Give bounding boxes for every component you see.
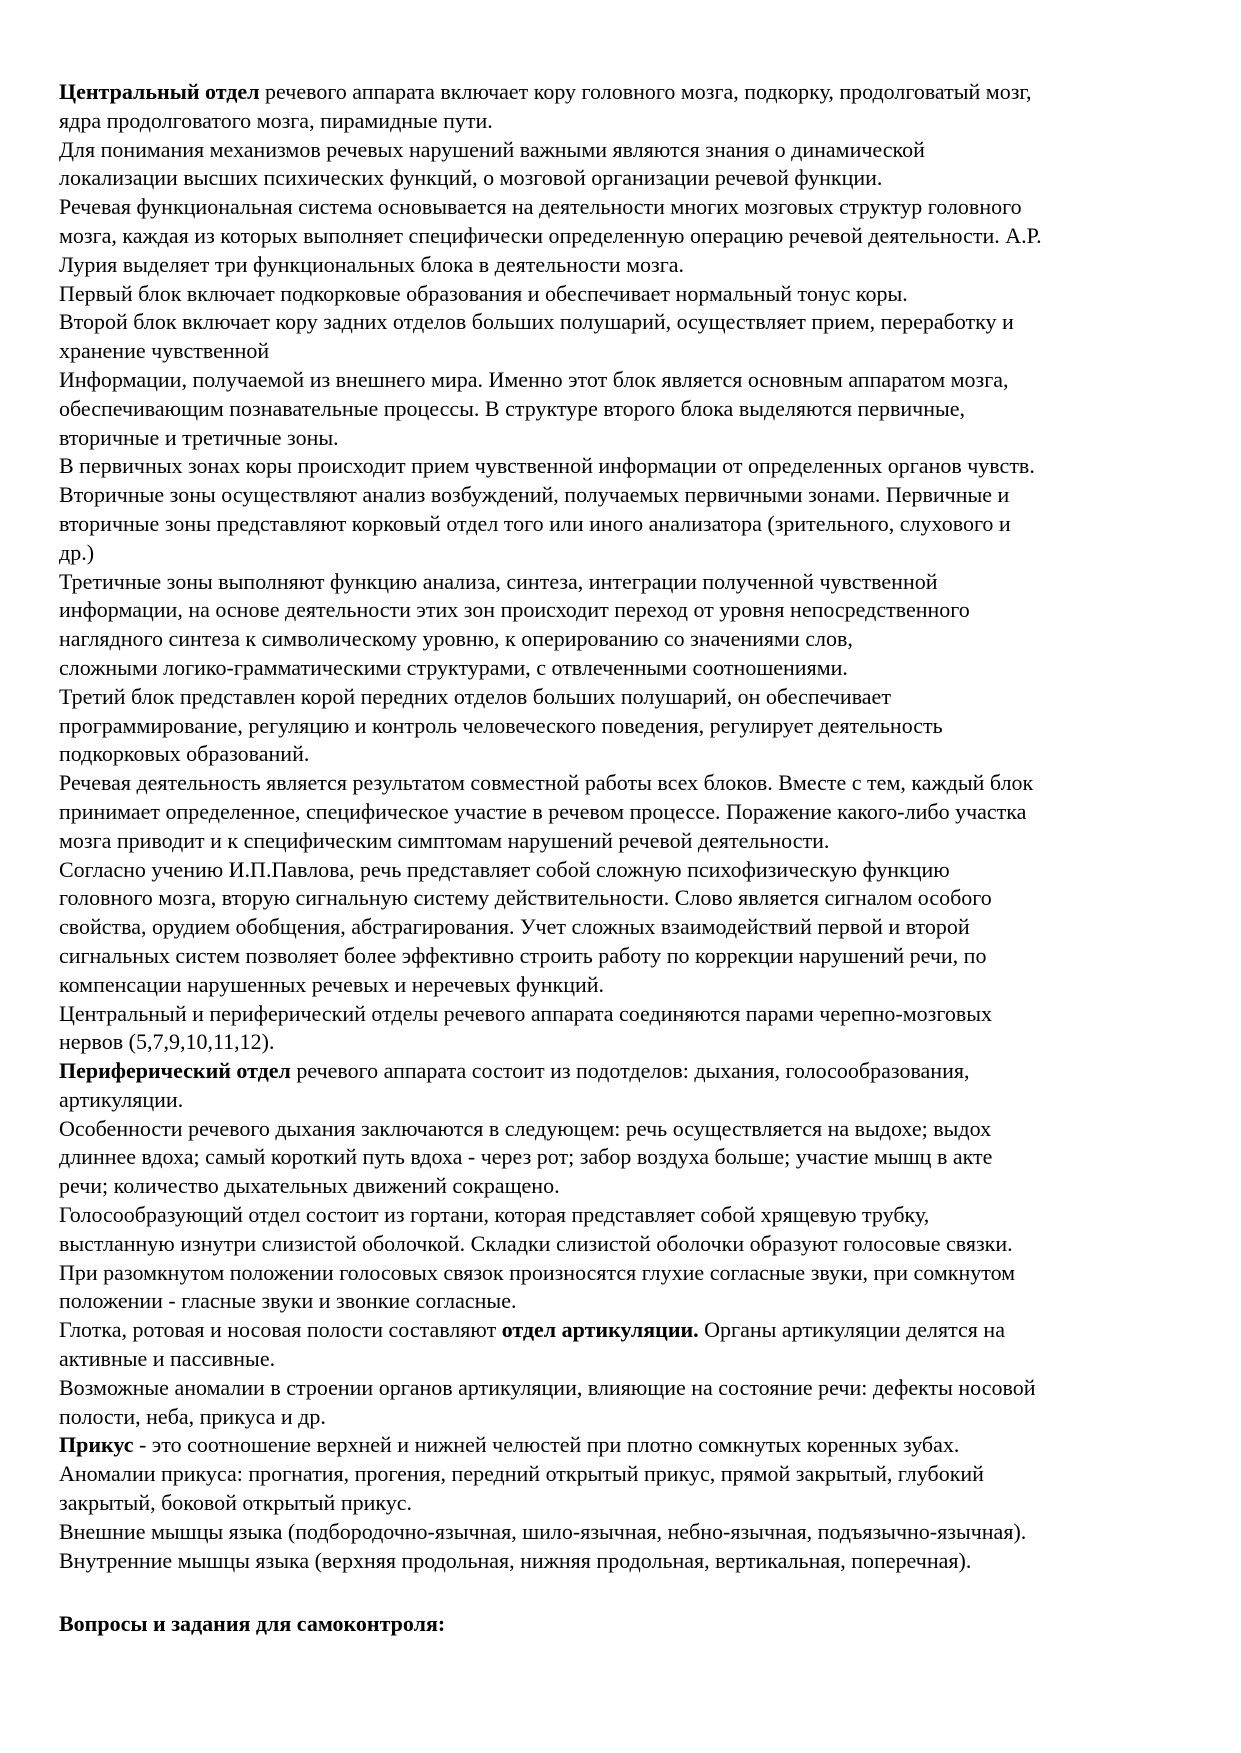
text-line [59, 1000, 1199, 1029]
text-line [59, 1028, 1199, 1057]
text-run: головного мозга, вторую сигнальную систему действительности. Слово является сигналом особого [59, 885, 992, 911]
text-line [59, 827, 1199, 856]
text-run: Центральный и периферический отделы речевого аппарата соединяются парами черепно-мозговых [59, 1000, 993, 1026]
text-run: артикуляции. [59, 1086, 184, 1112]
text-run: Лурия выделяет три функциональных блока в деятельности мозга. [59, 251, 685, 277]
self-check-heading: Вопросы и задания для самоконтроля: [59, 1611, 446, 1637]
text-line [59, 107, 1199, 136]
text-run: мозга, каждая из которых выполняет специфически определенную операцию речевой деятельности. А.Р. [59, 222, 1042, 248]
text-run: речевого аппарата включает кору головного мозга, подкорку, продолговатый мозг, [259, 79, 1032, 104]
text-line [59, 913, 1199, 942]
text-line [59, 481, 1199, 510]
text-line [59, 366, 1199, 395]
text-line [59, 395, 1199, 424]
text-run: Глотка, ротовая и носовая полости составляют [59, 1317, 502, 1343]
text-line [59, 136, 1199, 165]
text-run: мозга приводит и к специфическим симптомам нарушений речевой деятельности. [59, 827, 830, 853]
text-line [59, 539, 1199, 568]
text-line [59, 1345, 1199, 1374]
text-run: закрытый, боковой открытый прикус. [59, 1490, 413, 1516]
text-run: Аномалии прикуса: прогнатия, прогения, передний открытый прикус, прямой закрытый, глубокий [59, 1461, 984, 1487]
text-line [59, 1489, 1199, 1518]
text-run: ядра продолговатого мозга, пирамидные пути. [59, 107, 493, 133]
text-run: Речевая деятельность является результатом совместной работы всех блоков. Вместе с тем, каждый блок [59, 770, 1034, 796]
text-run: принимает определенное, специфическое участие в речевом процессе. Поражение какого-либо участка [59, 798, 1027, 824]
text-line [59, 1431, 1199, 1460]
text-line [59, 1172, 1199, 1201]
text-line [59, 1403, 1199, 1432]
text-line [59, 337, 1199, 366]
text-line [59, 1115, 1199, 1144]
text-run: речевого аппарата состоит из подотделов: дыхания, голосообразования, [290, 1058, 970, 1084]
text-run: подкорковых образований. [59, 741, 310, 767]
text-line [59, 798, 1199, 827]
text-run: В первичных зонах коры происходит прием чувственной информации от определенных органов чувств. [59, 453, 1035, 479]
text-run: Вторичные зоны осуществляют анализ возбуждений, получаемых первичными зонами. Первичные и [59, 482, 1010, 508]
text-run: Возможные аномалии в строении органов артикуляции, влияющие на состояние речи: дефекты носовой [59, 1374, 1036, 1400]
text-line [59, 424, 1199, 453]
text-run: наглядного синтеза к символическому уровню, к оперированию со значениями слов, [59, 626, 853, 652]
text-run: речи; количество дыхательных движений сокращено. [59, 1173, 560, 1199]
text-line [59, 1287, 1199, 1316]
text-run: При разомкнутом положении голосовых связок произносятся глухие согласные звуки, при сомкнутом [59, 1259, 1016, 1285]
text-run: программирование, регуляцию и контроль человеческого поведения, регулирует деятельность [59, 712, 943, 738]
text-line [59, 856, 1199, 885]
bold-term: отдел артикуляции. [501, 1317, 699, 1343]
text-run: положении - гласные звуки и звонкие согласные. [59, 1288, 517, 1314]
text-line [59, 1259, 1199, 1288]
text-line [59, 1201, 1199, 1230]
document-page [59, 78, 1199, 1639]
text-run: Третий блок представлен корой передних отделов больших полушарий, он обеспечивает [59, 683, 891, 709]
text-line [59, 222, 1199, 251]
text-run: нервов (5,7,9,10,11,12). [59, 1029, 275, 1055]
text-line [59, 625, 1199, 654]
bold-term: Прикус [59, 1432, 134, 1458]
text-line [59, 1057, 1199, 1086]
text-run: длиннее вдоха; самый короткий путь вдоха - через рот; забор воздуха больше; участие мышц в акте [59, 1144, 993, 1170]
bold-term: Периферический отдел [59, 1058, 291, 1084]
text-line [59, 1374, 1199, 1403]
text-line [59, 510, 1199, 539]
text-line [59, 683, 1199, 712]
text-run: свойства, орудием обобщения, абстрагирования. Учет сложных взаимодействий первой и второй [59, 914, 970, 940]
text-run: вторичные и третичные зоны. [59, 424, 339, 450]
text-line [59, 1230, 1199, 1259]
text-run: Внутренние мышцы языка (верхняя продольная, нижняя продольная, вертикальная, поперечная). [59, 1547, 972, 1573]
text-line [59, 1460, 1199, 1489]
text-run: Голосообразующий отдел состоит из гортани, которая представляет собой хрящевую трубку, [59, 1202, 930, 1228]
text-run: сложными логико-грамматическими структурами, с отвлеченными соотношениями. [59, 654, 848, 680]
text-run: активные и пассивные. [59, 1346, 276, 1372]
text-run: Особенности речевого дыхания заключаются в следующем: речь осуществляется на выдохе; выдох [59, 1115, 992, 1141]
text-run: обеспечивающим познавательные процессы. В структуре второго блока выделяются первичные, [59, 395, 966, 421]
text-run: информации, на основе деятельности этих зон происходит переход от уровня непосредственного [59, 597, 970, 623]
text-run: выстланную изнутри слизистой оболочкой. Складки слизистой оболочки образуют голосовые связки. [59, 1230, 1013, 1256]
text-run: Речевая функциональная система основывается на деятельности многих мозговых структур головного [59, 194, 1022, 220]
text-line [59, 1316, 1199, 1345]
text-line [59, 308, 1199, 337]
text-run: Третичные зоны выполняют функцию анализа, синтеза, интеграции полученной чувственной [59, 568, 938, 594]
text-line [59, 193, 1199, 222]
text-run: Первый блок включает подкорковые образования и обеспечивает нормальный тонус коры. [59, 280, 908, 306]
text-run: Органы артикуляции делятся на [698, 1317, 1005, 1343]
text-line [59, 654, 1199, 683]
text-line [59, 1547, 1199, 1576]
text-run: полости, неба, прикуса и др. [59, 1403, 326, 1429]
text-run: сигнальных систем позволяет более эффективно строить работу по коррекции нарушений речи, по [59, 942, 987, 968]
text-line [59, 164, 1199, 193]
text-line [59, 596, 1199, 625]
text-line [59, 971, 1199, 1000]
text-line [59, 1143, 1199, 1172]
text-line [59, 568, 1199, 597]
text-run: др.) [59, 539, 95, 565]
text-line [59, 769, 1199, 798]
text-run: Для понимания механизмов речевых нарушений важными являются знания о динамической [59, 136, 925, 162]
body-text [59, 78, 1199, 1575]
text-run: Второй блок включает кору задних отделов больших полушарий, осуществляет прием, переработку и [59, 309, 1014, 335]
text-line [59, 1086, 1199, 1115]
text-line [59, 78, 1199, 107]
text-line [59, 712, 1199, 741]
text-line [59, 1518, 1199, 1547]
text-run: компенсации нарушенных речевых и неречевых функций. [59, 971, 605, 997]
text-run: Согласно учению И.П.Павлова, речь представляет собой сложную психофизическую функцию [59, 856, 950, 882]
bold-term: Центральный отдел [59, 79, 260, 104]
text-run: Информации, получаемой из внешнего мира. Именно этот блок является основным аппаратом мозга, [59, 366, 1009, 392]
paragraph-gap [59, 1575, 1199, 1610]
text-run: вторичные зоны представляют корковый отдел того или иного анализатора (зрительного, слухового и [59, 510, 1011, 536]
text-line [59, 740, 1199, 769]
text-line [59, 942, 1199, 971]
text-line [59, 280, 1199, 309]
text-line [59, 452, 1199, 481]
text-run: локализации высших психических функций, о мозговой организации речевой функции. [59, 165, 883, 191]
text-line [59, 884, 1199, 913]
text-line [59, 251, 1199, 280]
text-run: хранение чувственной [59, 338, 270, 364]
text-run: Внешние мышцы языка (подбородочно-язычная, шило-язычная, небно-язычная, подъязычно-язычная). [59, 1518, 1027, 1544]
text-run: - это соотношение верхней и нижней челюстей при плотно сомкнутых коренных зубах. [133, 1432, 960, 1458]
